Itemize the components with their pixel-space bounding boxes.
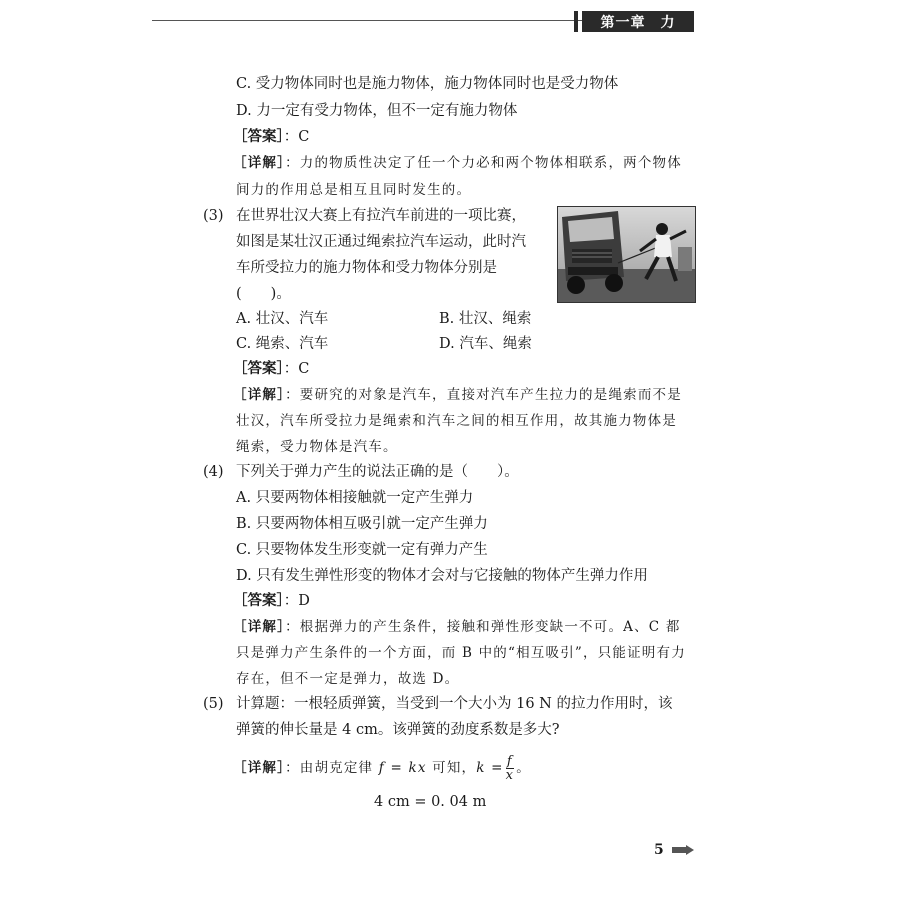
answer-tag: ［答案］ [233,592,284,609]
q4-detail-line-2: 只是弹力产生条件的一个方面，而 B 中的“相互吸引”，只能证明有力 [236,645,686,661]
detail-tag: ［详解］ [233,619,286,635]
answer-value: ：C [283,129,310,145]
q4-answer [233,591,310,611]
q4-stem: 下列关于弹力产生的说法正确的是（ ）。 [236,464,519,480]
answer-value: ：C [283,361,310,377]
q5-detail [233,754,531,782]
q4-detail-line-1 [233,617,681,637]
detail-tag: ［详解］ [233,155,286,171]
q5-stem-line-1: 计算题：一根轻质弹簧，当受到一个大小为 16 N 的拉力作用时，该 [236,696,673,712]
chapter-header [582,11,694,32]
q2-detail-line-2: 间力的作用总是相互且同时发生的。 [236,182,472,198]
strongman-pulling-truck-photo [557,206,696,303]
detail-text: 。 [516,760,531,776]
q3-stem-line-4: ( )。 [236,286,291,302]
q5-stem-line-2: 弹簧的伸长量是 4 cm。该弹簧的劲度系数是多大? [236,722,560,738]
q3-option-b: B. 壮汉、绳索 [439,311,532,327]
page-number: 5 [654,842,664,858]
answer-tag: ［答案］ [233,128,284,145]
q2-detail-line-1 [233,153,682,173]
q4-option-b: B. 只要两物体相互吸引就一定产生弹力 [236,516,488,532]
fraction-denominator: x [505,768,515,783]
detail-text: ：力的物质性决定了任一个力必和两个物体相联系，两个物体 [285,155,682,171]
q2-option-c: C. 受力物体同时也是施力物体，施力物体同时也是受力物体 [236,76,619,92]
q3-stem-line-3: 车所受拉力的施力物体和受力物体分别是 [236,260,497,276]
hooke-law-formula: f = kx [378,760,427,776]
detail-text: ：由胡克定律 [285,760,379,776]
q3-detail-line-1 [233,385,682,405]
q4-detail-line-3: 存在，但不一定是弹力，故选 D。 [236,671,460,687]
fraction-numerator: f [506,754,513,769]
q3-number: (3) [203,208,224,224]
chapter-title: 第一章 力 [600,14,676,31]
q5-number: (5) [203,696,224,712]
q3-stem-line-2: 如图是某壮汉正通过绳索拉汽车运动，此时汽 [236,234,526,250]
unit-conversion: 4 cm = 0. 04 m [374,794,487,810]
q4-option-a: A. 只要两物体相接触就一定产生弹力 [236,490,474,506]
q3-detail-line-3: 绳索，受力物体是汽车。 [236,439,398,455]
q3-detail-line-2: 壮汉，汽车所受拉力是绳索和汽车之间的相互作用，故其施力物体是 [236,413,677,429]
fraction-f-over-x [506,755,515,782]
k-formula-lhs: k = [476,760,504,776]
q3-stem-line-1: 在世界壮汉大赛上有拉汽车前进的一项比赛， [236,208,526,224]
answer-tag: ［答案］ [233,360,284,377]
detail-tag: ［详解］ [233,760,286,776]
q3-answer [233,359,309,379]
detail-text: ：根据弹力的产生条件，接触和弹性形变缺一不可。A、C 都 [285,619,681,635]
detail-tag: ［详解］ [233,387,286,403]
header-rule [152,20,582,21]
detail-text: ：要研究的对象是汽车，直接对汽车产生拉力的是绳索而不是 [285,387,682,403]
q3-option-c: C. 绳索、汽车 [236,336,329,352]
page-arrow-icon [672,845,694,855]
q3-option-d: D. 汽车、绳索 [439,336,532,352]
q2-answer [233,127,309,147]
q2-option-d: D. 力一定有受力物体，但不一定有施力物体 [236,103,518,119]
q4-number: (4) [203,464,224,480]
answer-value: ：D [283,593,310,609]
q4-option-c: C. 只要物体发生形变就一定有弹力产生 [236,542,488,558]
q4-option-d: D. 只有发生弹性形变的物体才会对与它接触的物体产生弹力作用 [236,568,648,584]
q3-option-a: A. 壮汉、汽车 [236,311,329,327]
detail-text: 可知， [426,760,477,776]
